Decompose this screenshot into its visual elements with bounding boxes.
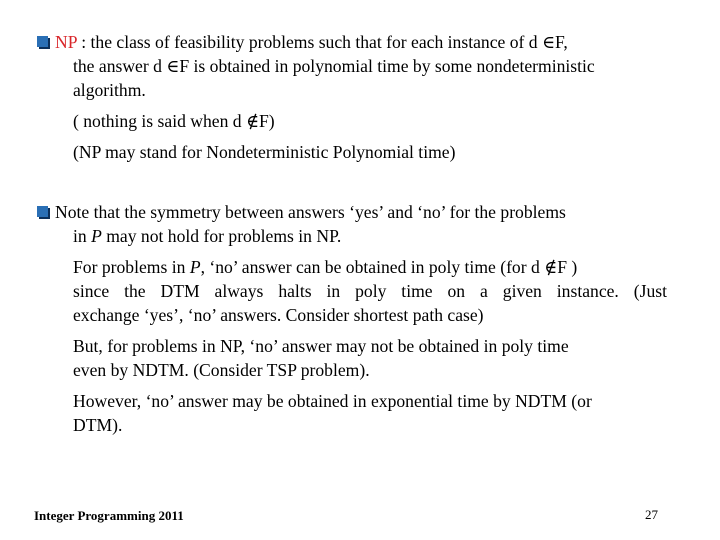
- para3-line-2: DTM).: [73, 415, 123, 435]
- footer-title: Integer Programming 2011: [34, 508, 184, 523]
- para1-line-2: since the DTM always halts in poly time on a given instance. (Just: [73, 281, 667, 301]
- para2-line-2: even by NDTM. (Consider TSP problem).: [73, 360, 370, 380]
- class-p-italic: P: [189, 257, 201, 277]
- para1-line-1-post: , ‘no’ answer can be obtained in poly time (for d ∉F ): [200, 257, 578, 277]
- para3-line-1: However, ‘no’ answer may be obtained in exponential time by NDTM (or: [73, 391, 592, 411]
- np-definition-line-3: algorithm.: [73, 80, 146, 100]
- np-term: NP: [55, 32, 77, 52]
- symmetry-line-2: [55, 224, 667, 248]
- symmetry-line-2-post: may not hold for problems in NP.: [101, 226, 342, 246]
- square-bullet-icon: [37, 206, 48, 217]
- para2-line-1: But, for problems in NP, ‘no’ answer may not be obtained in poly time: [73, 336, 569, 356]
- para1-line-3: exchange ‘yes’, ‘no’ answers. Consider shortest path case): [73, 305, 484, 325]
- np-note-2: (NP may stand for Nondeterministic Polynomial time): [73, 142, 456, 162]
- np-note-1: ( nothing is said when d ∉F): [73, 111, 275, 131]
- bullet-np-definition: [55, 30, 667, 164]
- page-number: 27: [645, 507, 658, 522]
- symmetry-line-2-pre: in: [73, 226, 92, 246]
- np-definition-text: : the class of feasibility problems such that for each instance of d ∈F,: [76, 32, 568, 52]
- bullet-symmetry-note: [55, 200, 667, 437]
- symmetry-text-1: Note that the symmetry between answers ‘yes’ and ‘no’ for the problems: [55, 202, 566, 222]
- bullet-symmetry-line-1: [55, 200, 667, 224]
- bullet-np-line-1: [55, 30, 667, 54]
- square-bullet-icon: [37, 36, 48, 47]
- np-definition-line-2: the answer d ∈F is obtained in polynomial time by some nondeterministic: [73, 56, 595, 76]
- para1-line-1: [55, 255, 667, 279]
- class-p-italic: P: [91, 226, 102, 246]
- para1-line-1-pre: For problems in: [73, 257, 190, 277]
